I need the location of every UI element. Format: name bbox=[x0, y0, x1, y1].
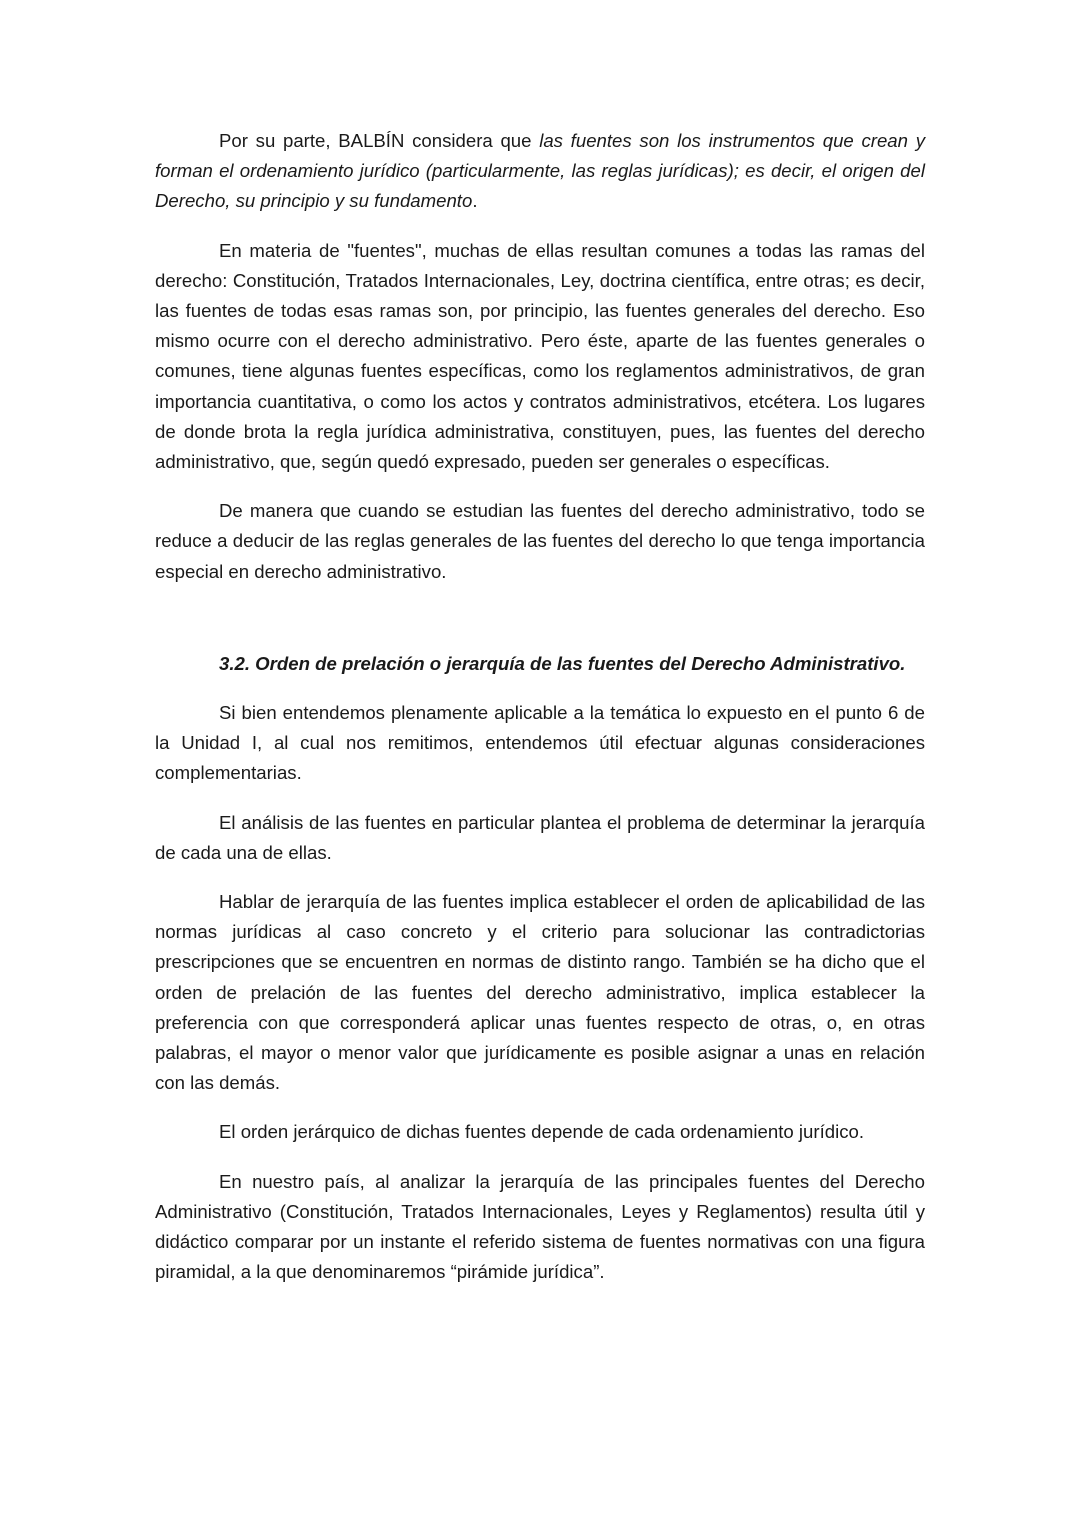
paragraph-balbin-quote: las fuentes son los instrumentos que crean y forman el ordenamiento jurídico (particularmente, las reglas jurídicas); es decir, el origen del Derecho, su principio y su fundamento bbox=[155, 130, 925, 212]
section-spacer bbox=[155, 606, 925, 649]
paragraph-fuentes-comunes: En materia de "fuentes", muchas de ellas resultan comunes a todas las ramas del derecho: Constitución, Tratados Internacionales, Ley, doctrina científica, entre otras; es decir, las fuentes de todas esas ramas son, por principio, las fuentes generales del derecho. Eso mismo ocurre con el derecho administrativo. Pero éste, aparte de las fuentes generales o comunes, tiene algunas fuentes específicas, como los reglamentos administrativos, de gran importancia cuantitativa, o como los actos y contratos administrativos, etcétera. Los lugares de donde brota la regla jurídica administrativa, constituyen, pues, las fuentes del derecho administrativo, que, según quedó expresado, pueden ser generales o específicas. bbox=[155, 239, 925, 473]
paragraph-orden-jerarquico: El orden jerárquico de dichas fuentes depende de cada ordenamiento jurídico. bbox=[219, 1121, 865, 1143]
paragraph-balbin bbox=[155, 126, 925, 217]
paragraph-unidad-referencia: Si bien entendemos plenamente aplicable a la temática lo expuesto en el punto 6 de la Unidad I, al cual nos remitimos, entendemos útil efectuar algunas consideraciones complementarias. bbox=[155, 702, 925, 784]
paragraph-analisis-fuentes: El análisis de las fuentes en particular plantea el problema de determinar la jerarquía de cada una de ellas. bbox=[155, 811, 925, 863]
paragraph-jerarquia-definicion: Hablar de jerarquía de las fuentes implica establecer el orden de aplicabilidad de las normas jurídicas al caso concreto y el criterio para solucionar las contradictorias prescripciones que se encuentren en normas de distinto rango. También se ha dicho que el orden de prelación de las fuentes del derecho administrativo, implica establecer la preferencia con que corresponderá aplicar unas fuentes respecto de otras, o, en otras palabras, el mayor o menor valor que jurídicamente es posible asignar a unas en relación con las demás. bbox=[155, 891, 925, 1094]
section-heading: 3.2. Orden de prelación o jerarquía de las fuentes del Derecho Administrativo. bbox=[219, 652, 906, 674]
paragraph-balbin-tail: . bbox=[472, 190, 478, 212]
paragraph-piramide-juridica: En nuestro país, al analizar la jerarquía de las principales fuentes del Derecho Administrativo (Constitución, Tratados Internacionales, Leyes y Reglamentos) resulta útil y didáctico comparar por un instante el referido sistema de fuentes normativas con una figura piramidal, a la que denominaremos “pirámide jurídica”. bbox=[155, 1170, 925, 1283]
paragraph-balbin-lead: Por su parte, BALBÍN considera que bbox=[219, 130, 540, 151]
document-page bbox=[155, 126, 925, 1307]
paragraph-estudio-fuentes: De manera que cuando se estudian las fuentes del derecho administrativo, todo se reduce a deducir de las reglas generales de las fuentes del derecho lo que tenga importancia especial en derecho administrativo. bbox=[155, 500, 925, 582]
